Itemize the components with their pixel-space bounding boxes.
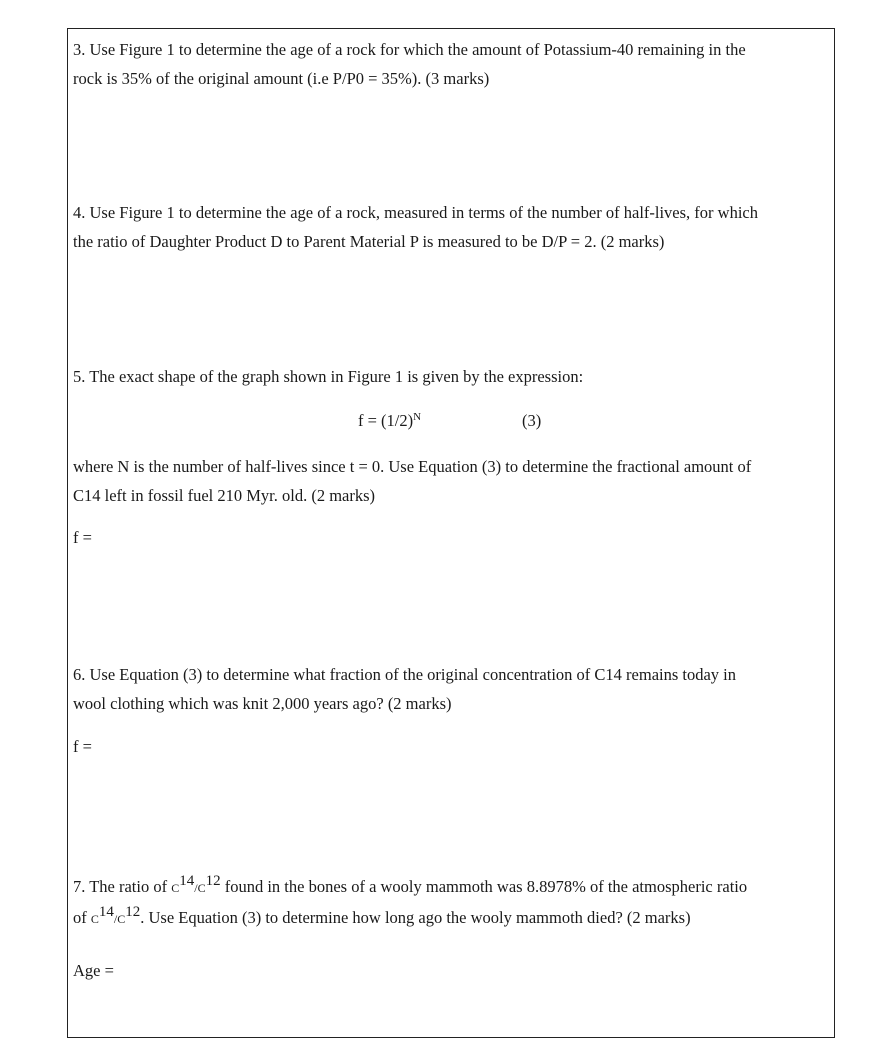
q5-line1: 5. The exact shape of the graph shown in Figure 1 is given by the expression: [73,367,584,386]
q7-line2 [73,903,691,934]
q7-answer-label: Age = [73,961,114,980]
q7-prefix: 7. The ratio of [73,877,172,896]
q7-line2-prefix: of [73,908,91,927]
q6-answer-label: f = [73,737,92,756]
q7-c12-number: 12 [205,873,221,889]
q7-mid: found in the bones of a wooly mammoth was 8.8978% of the atmospheric ratio [220,877,748,896]
q7-line2-suffix: . Use Equation (3) to determine how long ago the wooly mammoth died? (2 marks) [140,908,691,927]
q6-line1: 6. Use Equation (3) to determine what fraction of the original concentration of C14 remains today in [73,665,737,684]
q7-line2-c12-symbol: C [117,912,126,926]
q3-line2: rock is 35% of the original amount (i.e P/P0 = 35%). (3 marks) [73,69,490,88]
q5-line2: where N is the number of half-lives since t = 0. Use Equation (3) to determine the fractional amount of [73,457,752,476]
q3-line1: 3. Use Figure 1 to determine the age of a rock for which the amount of Potassium-40 remaining in the [73,40,746,59]
q5-equation-base: f = (1/2) [358,411,414,430]
q5-line3: C14 left in fossil fuel 210 Myr. old. (2 marks) [73,486,376,505]
q7-line1 [73,872,747,903]
q7-line2-slash: / [113,912,118,926]
q7-line2-c12-number: 12 [125,904,141,920]
q5-equation [358,409,421,435]
q7-slash: / [194,881,198,895]
q5-equation-number: (3) [522,411,542,430]
q5-equation-exponent: N [413,411,422,423]
q7-c12-symbol: C [197,881,206,895]
q6-line2: wool clothing which was knit 2,000 years ago? (2 marks) [73,694,452,713]
q7-line2-c14-number: 14 [98,904,114,920]
q7-line2-c14-symbol: C [90,912,99,926]
q4-line1: 4. Use Figure 1 to determine the age of a rock, measured in terms of the number of half-lives, for which [73,203,758,222]
q7-c14-symbol: C [171,881,180,895]
q7-c14-number: 14 [179,873,195,889]
question-box [67,28,835,1038]
q5-answer-label: f = [73,528,92,547]
q4-line2: the ratio of Daughter Product D to Parent Material P is measured to be D/P = 2. (2 marks) [73,232,665,251]
